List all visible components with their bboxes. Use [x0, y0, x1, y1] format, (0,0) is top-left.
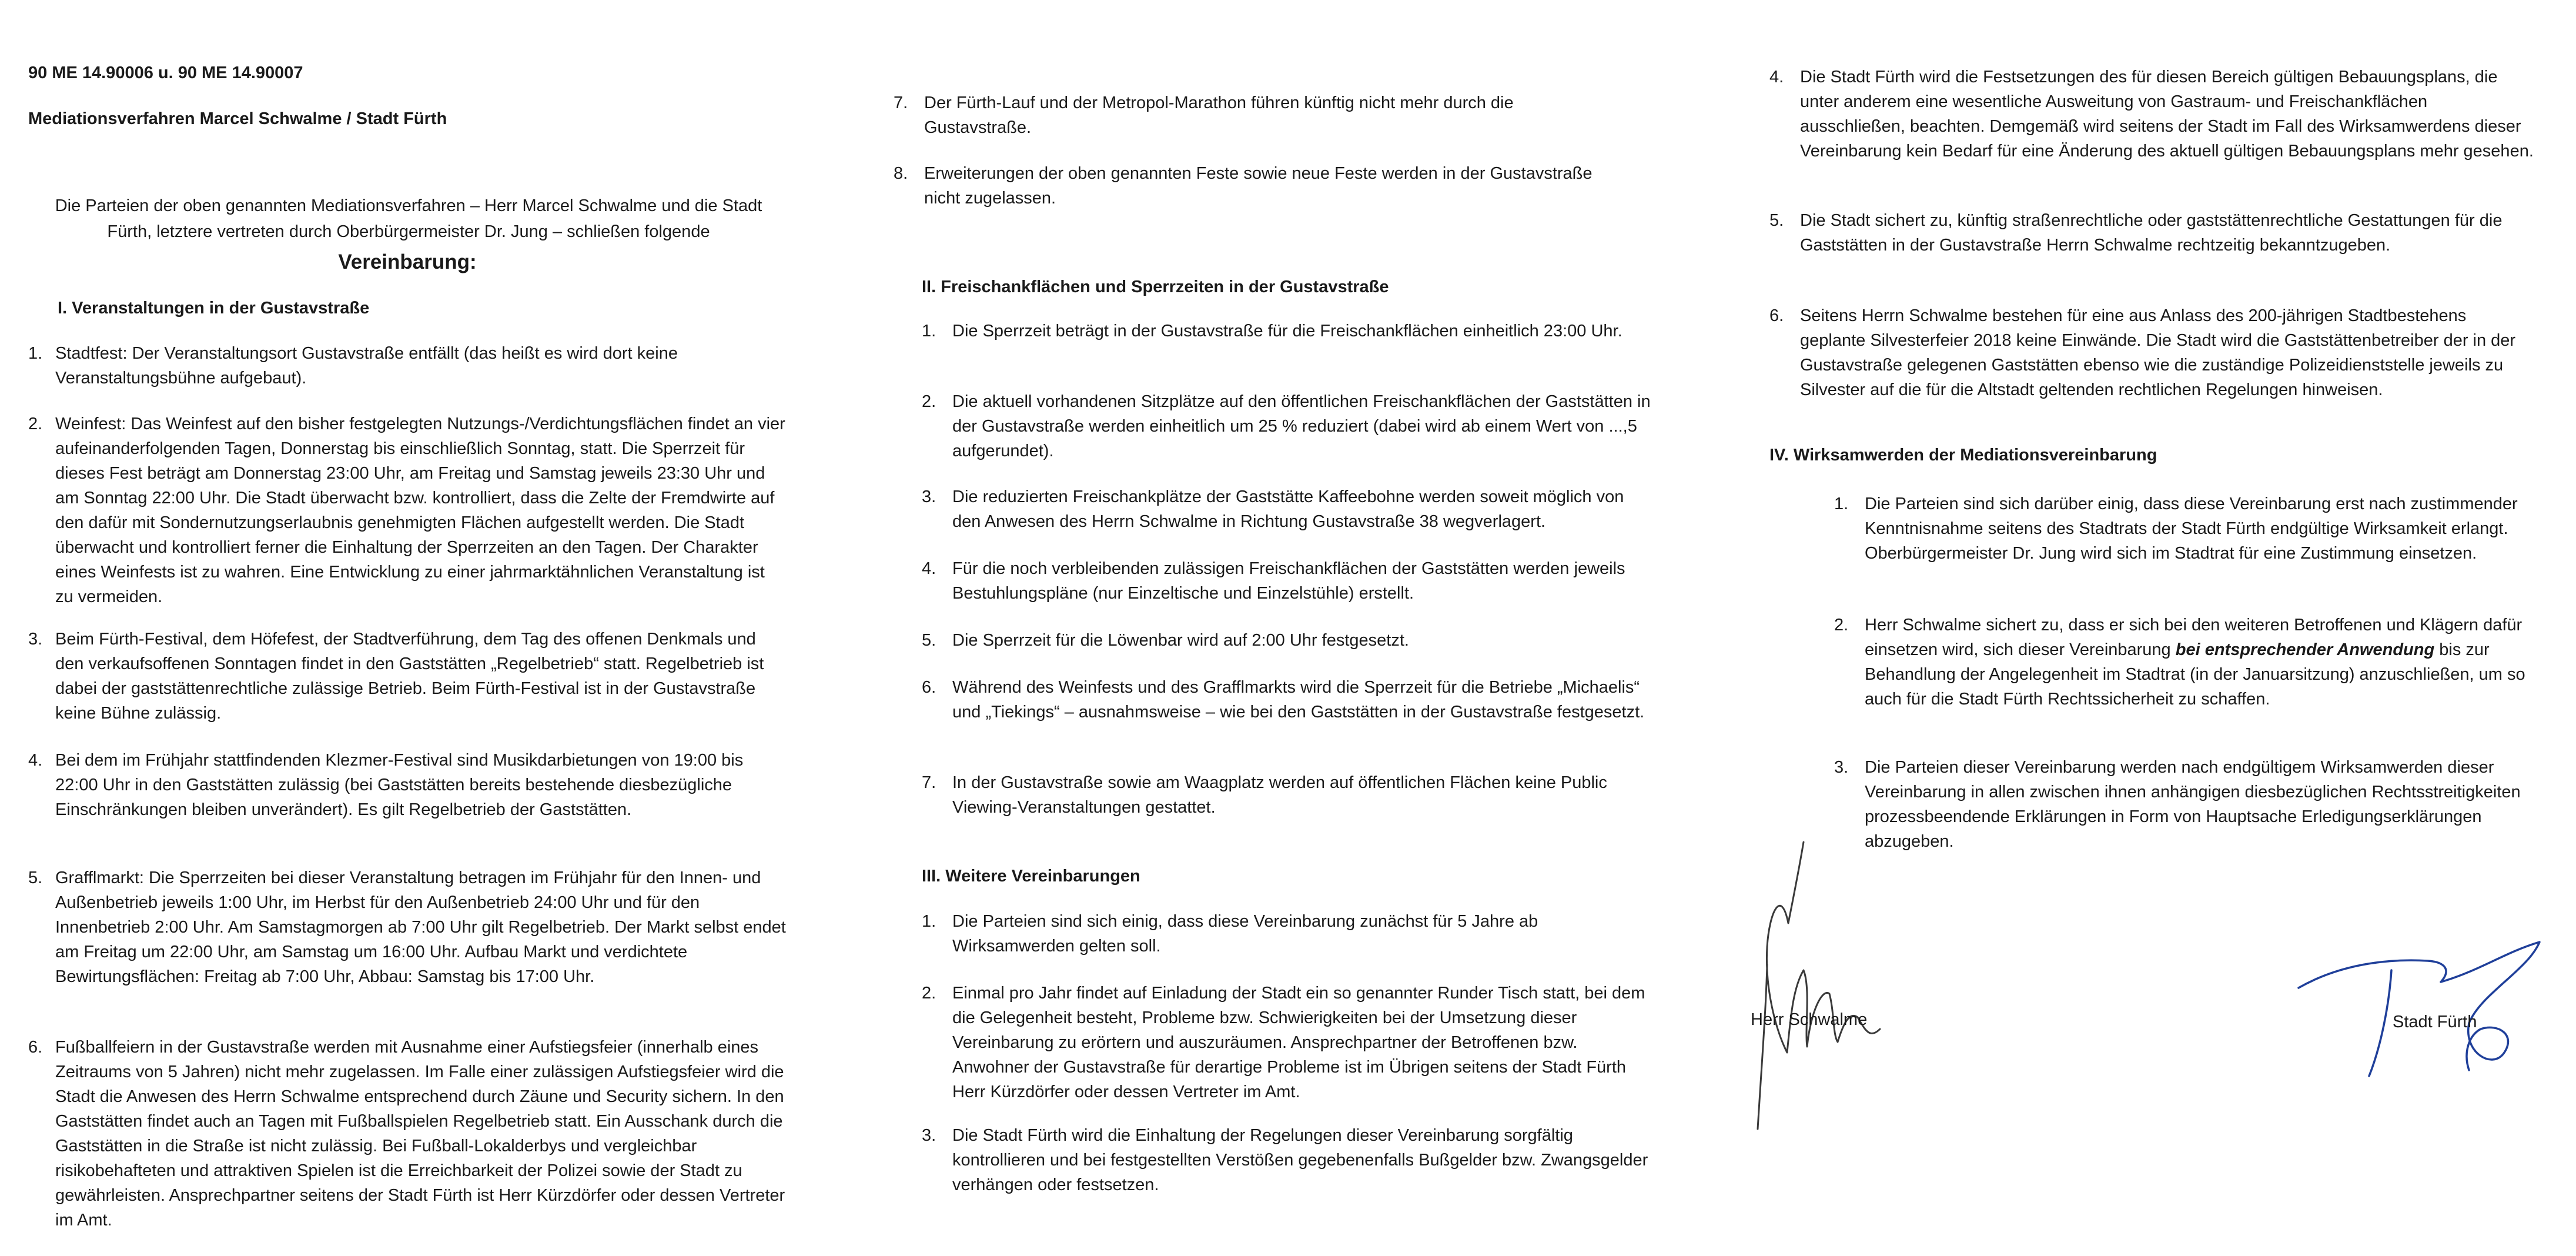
s2-item-5: 5. Die Sperrzeit für die Löwenbar wird auf 2:00 Uhr festgesetzt.: [922, 631, 1409, 650]
s3-item-3: 3. Die Stadt Fürth wird die Einhaltung der Regelungen dieser Vereinbarung sorgfältig kontrollieren und bei festgestellten Verstößen gegebenenfalls Bußgelder bzw. Zwangsgelder verhängen oder festsetzen.: [922, 1126, 1648, 1194]
case-title: Mediationsverfahren Marcel Schwalme / Stadt Fürth: [28, 109, 447, 128]
s1-item-6: 6. Fußballfeiern in der Gustavstraße werden mit Ausnahme einer Aufstiegsfeier (innerhalb eines Zeitraums von 5 Jahren) nicht mehr zugelassen. Im Falle einer zulässigen Aufstiegsfeier wird die Stadt die Anwesen des Herrn Schwalme entsprechend durch Zäune und Security sichern. In den Gaststätten findet auch an Tagen mit Fußballspielen Regelbetrieb statt. Ein Ausschank durch die Gaststätten in die Straße ist nicht zulässig. Bei Fußball-Lokalderbys und vergleichbar risikobehafteten und attraktiven Spielen ist die Erreichbarkeit der Polizei sowie der Stadt zu gewährleisten. Ansprechpartner seitens der Stadt Fürth ist Herr Kürzdörfer oder dessen Vertreter im Amt.: [28, 1038, 785, 1230]
s3-item-6: 6. Seitens Herrn Schwalme bestehen für eine aus Anlass des 200-jährigen Stadtbestehens geplante Silvesterfeier 2018 keine Einwände. Die Stadt wird die Gaststättenbetreiber der in der Gustavstraße gelegenen Gaststätten ebenso wie die zuständige Polizeidienststelle jeweils zu Silvester auf die für die Altstadt geltenden rechtlichen Regelungen hinweisen.: [1769, 306, 2516, 399]
s1-item-5: 5. Grafflmarkt: Die Sperrzeiten bei dieser Veranstaltung betragen im Frühjahr für den Innen- und Außenbetrieb jeweils 1:00 Uhr, im Herbst für den Außenbetrieb 24:00 Uhr und für den Innenbetrieb 2:00 Uhr. Am Samstagmorgen ab 7:00 Uhr gilt Regelbetrieb. Der Markt selbst endet am Freitag um 22:00 Uhr, am Samstag um 16:00 Uhr. Aufbau Markt und verdichtete Bewirtungsflächen: Freitag ab 7:00 Uhr, Abbau: Samstag bis 17:00 Uhr.: [28, 868, 786, 986]
s4-item-3: 3. Die Parteien dieser Vereinbarung werden nach endgültigem Wirksamwerden dieser Vereinbarung in allen zwischen ihnen anhängigen diesbezüglichen Rechtsstreitigkeiten prozessbeendende Erklärungen in Form von Hauptsache Erledigungserklärungen abzugeben.: [1834, 758, 2521, 851]
signature-label-right: Stadt Fürth: [2393, 1013, 2477, 1031]
s2-item-4: 4. Für die noch verbleibenden zulässigen Freischankflächen der Gaststätten werden jeweils Bestuhlungspläne (nur Einzeltische und Einzelstühle) erstellt.: [922, 559, 1625, 603]
emphasis-text: bei entsprechender Anwendung: [2175, 640, 2435, 659]
s4-item-2: 2. Herr Schwalme sichert zu, dass er sich bei den weiteren Betroffenen und Klägern dafür einsetzen wird, sich dieser Vereinbarung bei entsprechender Anwendung bis zur Behandlung der Angelegenheit im Stadtrat (in der Januarsitzung) anzuschließen, um so auch für die Stadt Fürth Rechtssicherheit zu schaffen.: [1834, 616, 2525, 709]
s4-item-1: 1. Die Parteien sind sich darüber einig, dass diese Vereinbarung erst nach zustimmender Kenntnisnahme seitens des Stadtrats der Stadt Fürth endgültige Wirksamkeit erlangt. Oberbürgermeister Dr. Jung wird sich im Stadtrat für eine Zustimmung einsetzen.: [1834, 495, 2518, 563]
s1-item-7: 7. Der Fürth-Lauf und der Metropol-Marathon führen künftig nicht mehr durch die Gustavstraße.: [894, 93, 1514, 137]
section-1-heading: I. Veranstaltungen in der Gustavstraße: [58, 299, 370, 318]
s1-item-1: 1. Stadtfest: Der Veranstaltungsort Gustavstraße entfällt (das heißt es wird dort keine Veranstaltungsbühne aufgebaut).: [28, 344, 678, 388]
s3-item-4: 4. Die Stadt Fürth wird die Festsetzungen des für diesen Bereich gültigen Bebauungsplans, die unter anderem eine wesentliche Ausweitung von Gastraum- und Freischankflächen ausschließen, beachten. Demgemäß wird seitens der Stadt im Fall des Wirksamwerdens dieser Vereinbarung kein Bedarf für eine Änderung des aktuell gültigen Bebauungsplans mehr gesehen.: [1769, 68, 2534, 161]
s2-item-7: 7. In der Gustavstraße sowie am Waagplatz werden auf öffentlichen Flächen keine Public Viewing-Veranstaltungen gestattet.: [922, 773, 1607, 817]
section-3-heading: III. Weitere Vereinbarungen: [922, 867, 1140, 886]
section-4-heading: IV. Wirksamwerden der Mediationsvereinbarung: [1769, 446, 2157, 465]
s2-item-1: 1. Die Sperrzeit beträgt in der Gustavstraße für die Freischankflächen einheitlich 23:00 Uhr.: [922, 322, 1622, 340]
s1-item-2: 2. Weinfest: Das Weinfest auf den bisher festgelegten Nutzungs-/Verdichtungsflächen findet an vier aufeinanderfolgenden Tagen, Donnerstag bis einschließlich Sonntag, statt. Die Sperrzeit für dieses Fest beträgt am Donnerstag 23:00 Uhr, am Freitag und Samstag jeweils 23:30 Uhr und am Sonntag 22:00 Uhr. Die Stadt überwacht bzw. kontrolliert, dass die Zelte der Fremdwirte auf den dafür mit Sondernutzungserlaubnis genehmigten Flächen aufgestellt werden. Die Stadt überwacht und kontrolliert ferner die Einhaltung der Sperrzeiten an den Tagen. Der Charakter eines Weinfests ist zu wahren. Eine Entwicklung zu einer jahrmarktähnlichen Veranstaltung ist zu vermeiden.: [28, 415, 785, 606]
s2-item-2: 2. Die aktuell vorhandenen Sitzplätze auf den öffentlichen Freischankflächen der Gaststätten in der Gustavstraße werden einheitlich um 25 % reduziert (dabei wird ab einem Wert von ...,5 aufgerundet).: [922, 392, 1651, 460]
s3-item-5: 5. Die Stadt sichert zu, künftig straßenrechtliche oder gaststättenrechtliche Gestattungen für die Gaststätten in der Gustavstraße Herrn Schwalme rechtzeitig bekanntzugeben.: [1769, 211, 2503, 255]
document-title: Vereinbarung:: [338, 250, 477, 273]
s1-item-4: 4. Bei dem im Frühjahr stattfindenden Klezmer-Festival sind Musikdarbietungen von 19:00 bis 22:00 Uhr in den Gaststätten zulässig (bei Gaststätten bereits bestehende diesbezügliche Einschränkungen bleiben unverändert). Es gilt Regelbetrieb der Gaststätten.: [28, 751, 744, 819]
signature-schwalme: [1734, 835, 1946, 1141]
s2-item-3: 3. Die reduzierten Freischankplätze der Gaststätte Kaffeebohne werden soweit möglich von den Anwesen des Herrn Schwalme in Richtung Gustavstraße 38 wegverlagert.: [922, 487, 1624, 531]
s1-item-8: 8. Erweiterungen der oben genannten Feste sowie neue Feste werden in der Gustavstraße nicht zugelassen.: [894, 164, 1593, 208]
s2-item-6: 6. Während des Weinfests und des Grafflmarkts wird die Sperrzeit für die Betriebe „Michaelis“ und „Tiekings“ – ausnahmsweise – wie bei den Gaststätten in der Gustavstraße festgesetzt.: [922, 678, 1645, 721]
s1-item-3: 3. Beim Fürth-Festival, dem Höfefest, der Stadtverführung, dem Tag des offenen Denkmals und den verkaufsoffenen Sonntagen findet in den Gaststätten „Regelbetrieb“ statt. Regelbetrieb ist dabei der gaststättenrechtliche zulässige Betrieb. Beim Fürth-Festival ist in der Gustavstraße keine Bühne zulässig.: [28, 630, 764, 723]
section-2-heading: II. Freischankflächen und Sperrzeiten in der Gustavstraße: [922, 278, 1389, 296]
s3-item-2: 2. Einmal pro Jahr findet auf Einladung der Stadt ein so genannter Runder Tisch statt, bei dem die Gelegenheit besteht, Probleme bzw. Schwierigkeiten bei der Umsetzung dieser Vereinbarung zu erörtern und auszuräumen. Ansprechpartner der Betroffenen bzw. Anwohner der Gustavstraße für derartige Probleme ist im Übrigen seitens der Stadt Fürth Herr Kürzdörfer oder dessen Vertreter im Amt.: [922, 984, 1645, 1101]
case-reference: 90 ME 14.90006 u. 90 ME 14.90007: [28, 64, 303, 82]
intro-paragraph: Die Parteien der oben genannten Mediationsverfahren – Herr Marcel Schwalme und die Stadt Fürth, letztere vertreten durch Oberbürgermeister Dr. Jung – schließen folgende: [55, 196, 762, 241]
s3-item-1: 1. Die Parteien sind sich einig, dass diese Vereinbarung zunächst für 5 Jahre ab Wirksamwerden gelten soll.: [922, 912, 1538, 956]
signature-label-left: Herr Schwalme: [1751, 1010, 1868, 1029]
